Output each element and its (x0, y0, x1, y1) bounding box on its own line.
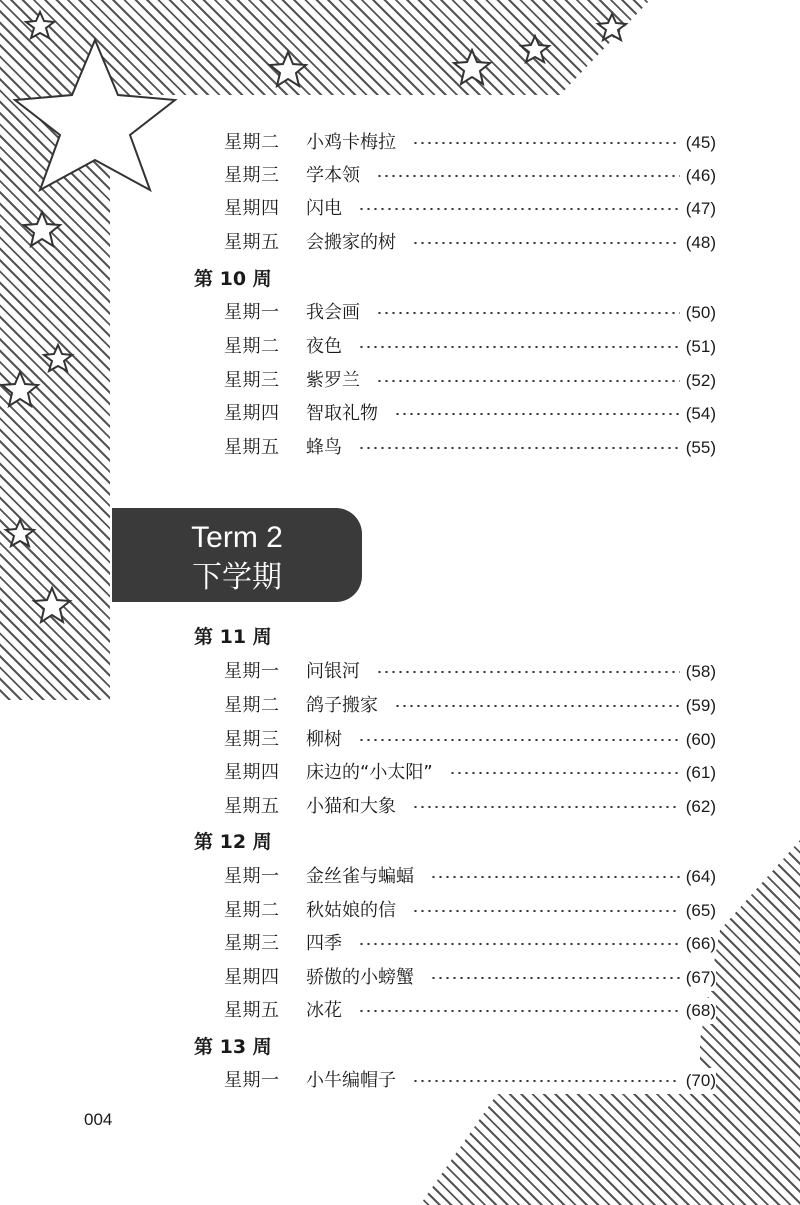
toc-day: 星期三 (224, 933, 280, 954)
toc-entry[interactable] (224, 659, 716, 685)
toc-title: 小牛编帽子 (306, 1070, 396, 1091)
dot-leader (358, 943, 680, 945)
toc-day: 星期五 (224, 1000, 280, 1021)
toc-entry[interactable] (224, 300, 716, 326)
toc-day: 星期二 (224, 336, 280, 357)
dot-leader (358, 447, 680, 449)
toc-day: 星期一 (224, 661, 280, 682)
dot-leader (358, 208, 680, 210)
toc-page: (52) (685, 371, 716, 390)
toc-day: 星期四 (224, 403, 280, 424)
dot-leader (376, 380, 680, 382)
toc-entry[interactable] (224, 163, 716, 189)
star-icon (270, 52, 306, 86)
toc-day: 星期三 (224, 729, 280, 750)
toc-entry[interactable] (224, 727, 716, 753)
week-heading: 第 12 周 (194, 829, 276, 855)
toc-day: 星期四 (224, 967, 280, 988)
dot-leader (358, 346, 680, 348)
toc-page: (61) (685, 763, 716, 782)
toc-entry[interactable] (224, 693, 716, 719)
star-icon (34, 588, 70, 622)
dot-leader (412, 806, 680, 808)
star-icon (2, 372, 38, 406)
toc-entry[interactable] (224, 130, 716, 156)
dot-leader (376, 671, 680, 673)
toc-title: 四季 (306, 933, 342, 954)
toc-title: 秋姑娘的信 (306, 900, 396, 921)
dot-leader (449, 772, 680, 774)
toc-entry[interactable] (224, 196, 716, 222)
toc-day: 星期二 (224, 132, 280, 153)
toc-day: 星期一 (224, 866, 280, 887)
toc-entry[interactable] (224, 760, 716, 786)
toc-page: (67) (685, 968, 716, 987)
toc-day: 星期二 (224, 900, 280, 921)
dot-leader (358, 739, 680, 741)
dot-leader (412, 142, 680, 144)
star-icon (454, 50, 490, 84)
dot-leader (394, 705, 680, 707)
page-number: 004 (84, 1110, 113, 1129)
toc-title: 小猫和大象 (306, 796, 396, 817)
toc-entry[interactable] (224, 998, 716, 1024)
dot-leader (430, 977, 680, 979)
star-icon (598, 14, 626, 40)
toc-title: 冰花 (306, 1000, 342, 1021)
dot-leader (412, 1080, 680, 1082)
toc-day: 星期五 (224, 232, 280, 253)
toc-page: (65) (685, 901, 716, 920)
toc-entry[interactable] (224, 965, 716, 991)
toc-entry[interactable] (224, 401, 716, 427)
toc-page: (60) (685, 730, 716, 749)
toc-page: (68) (685, 1001, 716, 1020)
toc-title: 金丝雀与蝙蝠 (306, 866, 414, 887)
toc-page: (51) (685, 337, 716, 356)
toc-page: (47) (685, 199, 716, 218)
toc-title: 骄傲的小螃蟹 (306, 967, 414, 988)
toc-entry[interactable] (224, 931, 716, 957)
toc-page: (50) (685, 303, 716, 322)
toc-entry[interactable] (224, 230, 716, 256)
toc-page: (55) (685, 438, 716, 457)
toc-day: 星期五 (224, 437, 280, 458)
star-icon (6, 520, 34, 546)
toc-page: (59) (685, 696, 716, 715)
toc-title: 柳树 (306, 729, 342, 750)
big-star-icon (15, 40, 175, 190)
toc-title: 问银河 (306, 661, 360, 682)
toc-day: 星期四 (224, 198, 280, 219)
week-heading: 第 10 周 (194, 266, 276, 292)
toc-page: (48) (685, 233, 716, 252)
toc-title: 床边的“小太阳” (306, 762, 433, 783)
toc-day: 星期四 (224, 762, 280, 783)
dot-leader (430, 876, 680, 878)
toc-page: (62) (685, 797, 716, 816)
toc-day: 星期三 (224, 165, 280, 186)
week-heading: 第 11 周 (194, 624, 276, 650)
toc-page: (54) (685, 404, 716, 423)
toc-title: 小鸡卡梅拉 (306, 132, 396, 153)
toc-day: 星期一 (224, 1070, 280, 1091)
toc-title: 紫罗兰 (306, 370, 360, 391)
dot-leader (412, 910, 680, 912)
term-banner (112, 508, 362, 602)
toc-title: 鸽子搬家 (306, 695, 378, 716)
star-icon (44, 345, 72, 371)
toc-entry[interactable] (224, 368, 716, 394)
star-icon (26, 12, 54, 38)
toc-title: 夜色 (306, 336, 342, 357)
toc-day: 星期一 (224, 302, 280, 323)
toc-entry[interactable] (224, 864, 716, 890)
dot-leader (376, 175, 680, 177)
dot-leader (412, 242, 680, 244)
toc-page: (45) (685, 133, 716, 152)
toc-entry[interactable] (224, 1068, 716, 1094)
toc-entry[interactable] (224, 794, 716, 820)
toc-title: 会搬家的树 (306, 232, 396, 253)
toc-title: 我会画 (306, 302, 360, 323)
toc-page: (66) (685, 934, 716, 953)
toc-page: (70) (685, 1071, 716, 1090)
toc-page: (46) (685, 166, 716, 185)
term-banner-chinese: 下学期 (192, 560, 282, 595)
toc-title: 蜂鸟 (306, 437, 342, 458)
toc-page: (58) (685, 662, 716, 681)
toc-page: (64) (685, 867, 716, 886)
dot-leader (394, 413, 680, 415)
toc-entry[interactable] (224, 334, 716, 360)
star-icon (24, 212, 60, 246)
toc-title: 智取礼物 (306, 403, 378, 424)
toc-entry[interactable] (224, 898, 716, 924)
term-banner-english: Term 2 (191, 521, 283, 554)
dot-leader (376, 312, 680, 314)
toc-day: 星期三 (224, 370, 280, 391)
toc-title: 闪电 (306, 198, 342, 219)
toc-day: 星期二 (224, 695, 280, 716)
star-icon (521, 36, 549, 62)
dot-leader (358, 1010, 680, 1012)
toc-entry[interactable] (224, 435, 716, 461)
toc-title: 学本领 (306, 165, 360, 186)
toc-day: 星期五 (224, 796, 280, 817)
week-heading: 第 13 周 (194, 1034, 276, 1060)
